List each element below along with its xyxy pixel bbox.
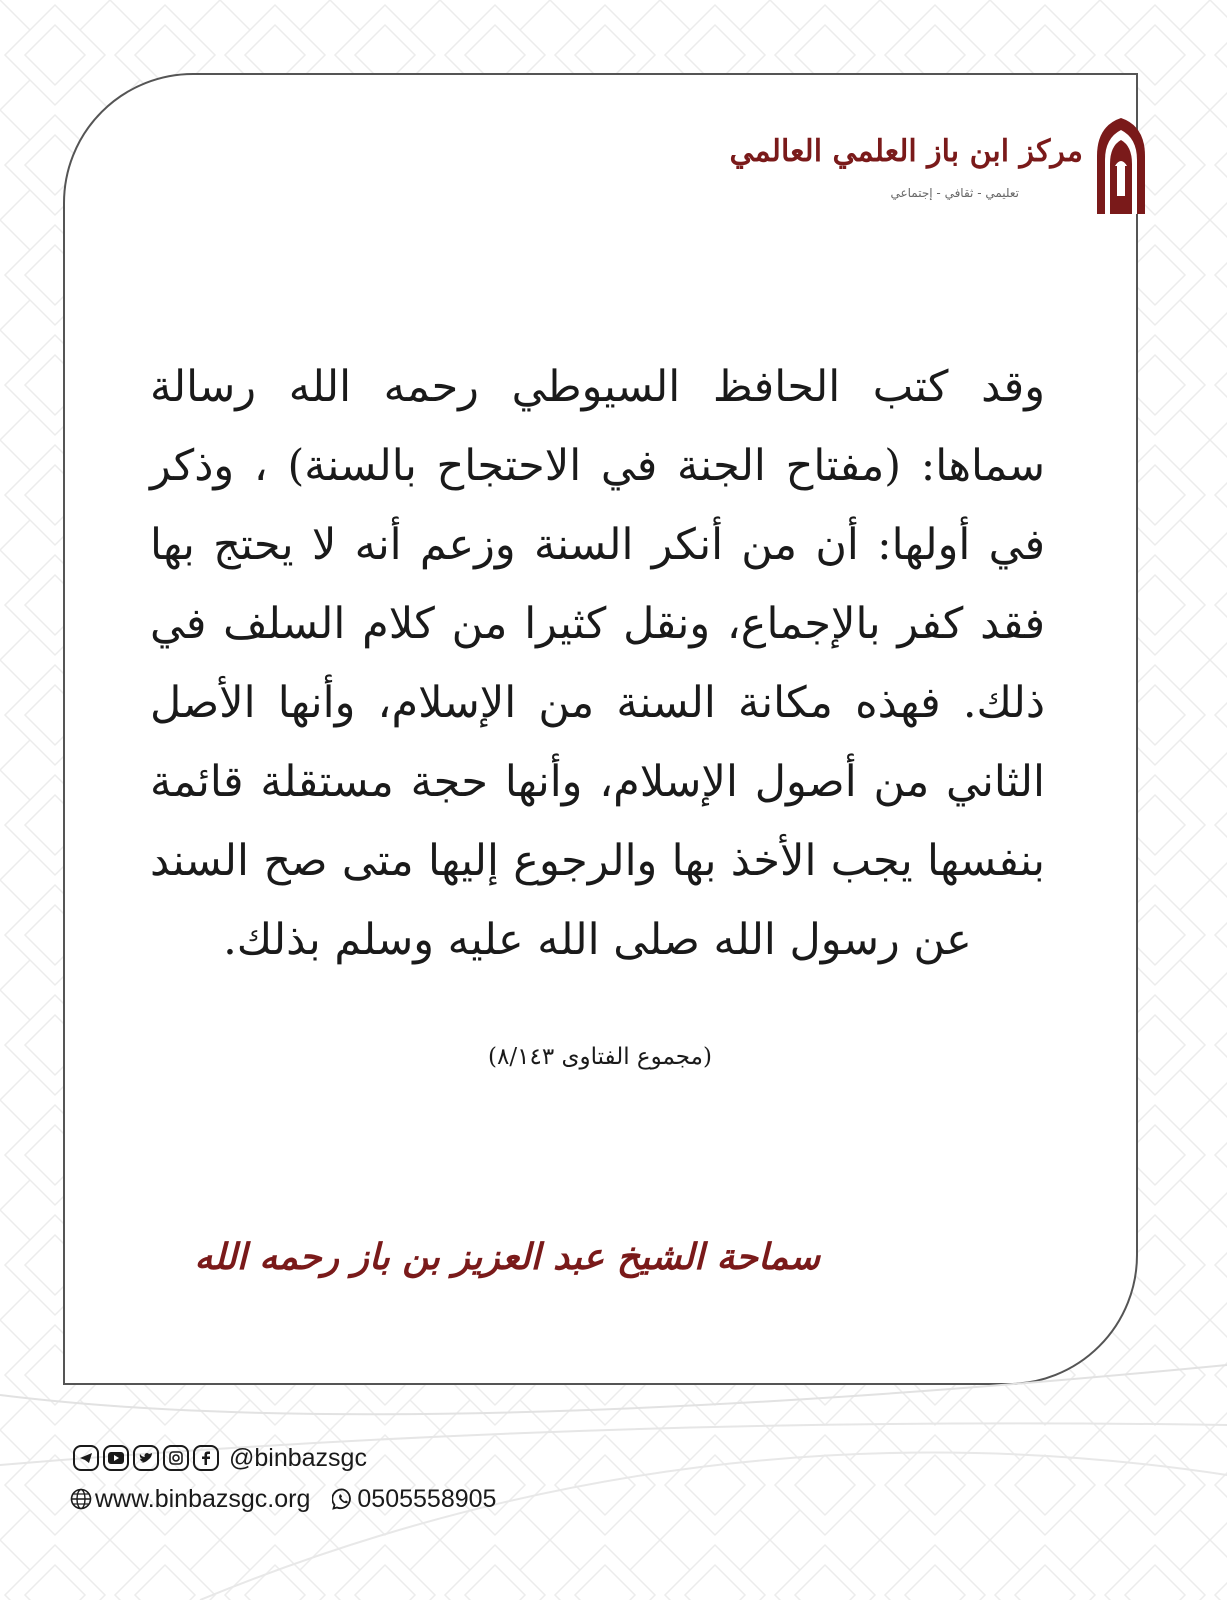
logo-tagline: تعليمي - ثقافي - إجتماعي bbox=[890, 186, 1019, 200]
website-link[interactable]: www.binbazsgc.org bbox=[95, 1484, 311, 1513]
telegram-icon[interactable] bbox=[73, 1445, 99, 1471]
youtube-icon[interactable] bbox=[103, 1445, 129, 1471]
mosque-emblem-icon bbox=[1093, 116, 1149, 216]
instagram-icon[interactable] bbox=[163, 1445, 189, 1471]
logo bbox=[729, 116, 1149, 216]
whatsapp-icon bbox=[332, 1488, 354, 1510]
signature: سماحة الشيخ عبد العزيز بن باز رحمه الله bbox=[194, 1236, 820, 1278]
contact-row bbox=[70, 1484, 496, 1514]
social-handle[interactable]: @binbazsgc bbox=[229, 1443, 367, 1472]
social-row bbox=[73, 1443, 367, 1473]
twitter-icon[interactable] bbox=[133, 1445, 159, 1471]
globe-icon bbox=[70, 1488, 92, 1510]
citation: (مجموع الفتاوى ٨/١٤٣) bbox=[488, 1044, 712, 1070]
decorative-lines bbox=[0, 1355, 1227, 1600]
logo-name: مركز ابن باز العلمي العالمي bbox=[729, 134, 1083, 169]
facebook-icon[interactable] bbox=[193, 1445, 219, 1471]
quote-text: وقد كتب الحافظ السيوطي رحمه الله رسالة سماها: (مفتاح الجنة في الاحتجاح بالسنة) ، وذكر في أولها: أن من أنكر السنة وزعم أنه لا يحتج بها فقد كفر بالإجماع، ونقل كثيرا من كلام السلف في ذلك. فهذه مكانة السنة من الإسلام، وأنها الأصل الثاني من أصول الإسلام، وأنها حجة مستقلة قائمة بنفسها يجب الأخذ بها والرجوع إليها متى صح السند عن رسول الله صلى الله عليه وسلم بذلك. bbox=[150, 362, 1045, 965]
phone-number[interactable]: 0505558905 bbox=[357, 1484, 497, 1513]
